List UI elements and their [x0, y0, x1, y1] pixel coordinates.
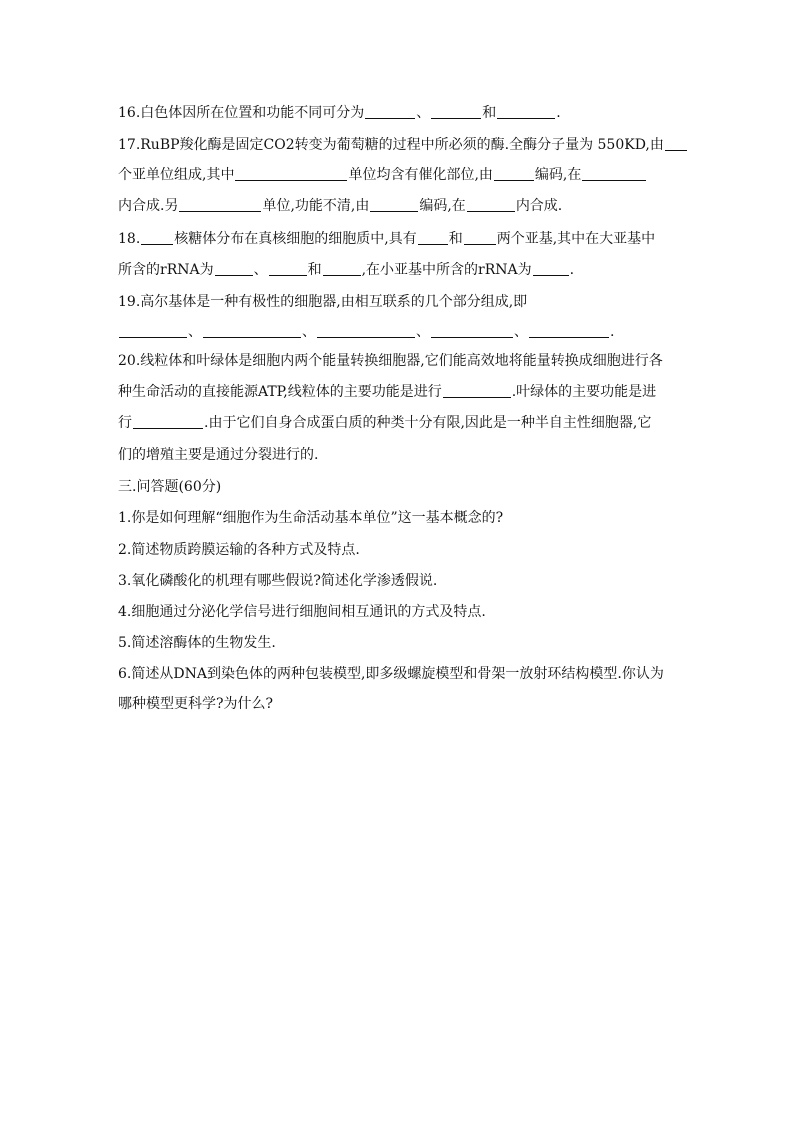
separator: 、	[253, 262, 268, 278]
q18-text: 核糖体分布在真核细胞的细胞质中,具有	[174, 231, 417, 247]
answer-blank[interactable]	[533, 261, 569, 276]
punctuation: .	[569, 262, 575, 278]
answer-blank[interactable]	[370, 197, 418, 212]
answer-blank[interactable]	[365, 104, 415, 119]
answer-blank[interactable]	[467, 197, 515, 212]
q17-text: 内合成.另	[118, 198, 179, 214]
answer-blank[interactable]	[529, 323, 609, 338]
q19-text: 19.高尔基体是一种有极性的细胞器,由相互联系的几个部分组成,即	[118, 294, 528, 310]
answer-blank[interactable]	[464, 230, 496, 245]
answer-blank[interactable]	[203, 323, 301, 338]
essay-question-1: 1.你是如何理解“细胞作为生命活动基本单位”这一基本概念的?	[118, 510, 504, 526]
question-18-line-2	[118, 260, 678, 280]
q18-text: 所含的rRNA为	[118, 262, 214, 278]
answer-blank[interactable]	[497, 104, 555, 119]
answer-blank[interactable]	[431, 323, 513, 338]
essay-question-3: 3.氧化磷酸化的机理有哪些假说?简述化学渗透假说.	[118, 573, 438, 589]
answer-blank[interactable]	[119, 323, 187, 338]
q18-text: 18.	[118, 231, 141, 247]
question-17-line-2	[118, 165, 678, 185]
separator: 、	[188, 324, 202, 340]
q18-text: 两个亚基,其中在大亚基中	[496, 231, 656, 247]
q18-text: ,在小亚基中所含的rRNA为	[361, 262, 532, 278]
q17-text: 单位,功能不清,由	[262, 198, 370, 214]
answer-blank[interactable]	[317, 323, 415, 338]
question-20-line-1	[118, 351, 678, 371]
question-19-line-2	[118, 322, 678, 342]
q20-text: 们的增殖主要是通过分裂进行的.	[118, 447, 319, 463]
essay-question-6-line-2: 哪种模型更科学?为什么?	[118, 696, 274, 712]
q18-text: 和	[307, 262, 322, 278]
essay-question-4: 4.细胞通过分泌化学信号进行细胞间相互通讯的方式及特点.	[118, 604, 486, 620]
section-heading: 三.问答题(60分)	[118, 479, 222, 495]
q16-text: 16.白色体因所在位置和功能不同可分为	[118, 105, 365, 121]
answer-blank[interactable]	[582, 166, 646, 181]
q20-text: 种生命活动的直接能源ATP,线粒体的主要功能是进行	[118, 384, 442, 400]
answer-blank[interactable]	[494, 166, 534, 181]
answer-blank[interactable]	[431, 104, 481, 119]
q20-text: .叶绿体的主要功能是进	[511, 384, 657, 400]
answer-blank[interactable]	[323, 261, 361, 276]
answer-blank[interactable]	[215, 261, 253, 276]
question-17-line-1	[118, 135, 678, 155]
answer-blank[interactable]	[141, 230, 173, 245]
answer-blank[interactable]	[179, 197, 261, 212]
separator: 、	[514, 324, 528, 340]
question-16	[118, 103, 678, 123]
separator: 和	[482, 105, 497, 121]
q17-text: 17.RuBP羧化酶是固定CO2转变为葡萄糖的过程中所必须的酶.全酶分子量为 550KD,由	[118, 137, 664, 153]
answer-blank[interactable]	[443, 383, 511, 398]
question-20-line-4	[118, 445, 678, 465]
essay-question-6-line-1: 6.简述从DNA到染色体的两种包装模型,即多级螺旋模型和骨架一放射环结构模型.你认为	[118, 666, 664, 682]
separator: 、	[416, 324, 430, 340]
question-18-line-1	[118, 229, 678, 249]
punctuation: .	[610, 324, 615, 340]
answer-blank[interactable]	[665, 136, 687, 151]
q17-text: 单位均含有催化部位,由	[348, 167, 493, 183]
answer-blank[interactable]	[269, 261, 307, 276]
question-19-line-1	[118, 292, 678, 312]
question-20-line-3	[118, 413, 678, 433]
q17-text: 编码,在	[419, 198, 466, 214]
separator: 、	[416, 105, 431, 121]
q17-text: 内合成.	[515, 198, 563, 214]
essay-question-2: 2.简述物质跨膜运输的各种方式及特点.	[118, 542, 360, 558]
answer-blank[interactable]	[235, 166, 347, 181]
answer-blank[interactable]	[133, 414, 203, 429]
essay-question-5: 5.简述溶酶体的生物发生.	[118, 635, 276, 651]
q17-text: 个亚单位组成,其中	[118, 167, 235, 183]
q20-text: 行	[118, 415, 132, 431]
answer-blank[interactable]	[418, 230, 448, 245]
q20-text: 20.线粒体和叶绿体是细胞内两个能量转换细胞器,它们能高效地将能量转换成细胞进行各	[118, 353, 663, 369]
question-17-line-3	[118, 196, 678, 216]
q20-text: .由于它们自身合成蛋白质的种类十分有限,因此是一种半自主性细胞器,它	[204, 415, 652, 431]
q17-text: 编码,在	[534, 167, 582, 183]
q18-text: 和	[448, 231, 463, 247]
separator: 、	[302, 324, 316, 340]
punctuation: .	[556, 105, 561, 121]
question-20-line-2	[118, 382, 678, 402]
